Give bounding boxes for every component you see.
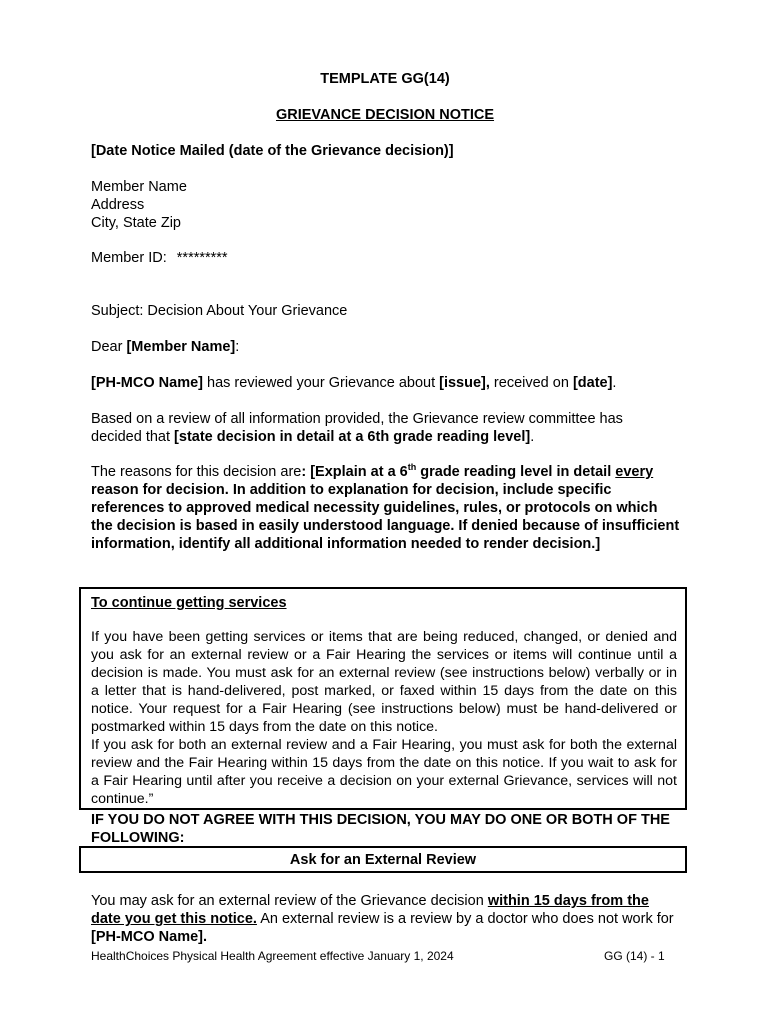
decision-paragraph: Based on a review of all information provided, the Grievance review committee has decided that [state decision in detail at a 6th grade reading level]. <box>91 411 623 445</box>
reasons-paragraph: The reasons for this decision are: [Explain at a 6th grade reading level in detail every reason for decision. In addition to explanation for decision, include specific references to approved medical necessity guidelines, rules, or protocols on which the decision is based in easily understood language. If denied because of insufficient information, identify all additional information needed to render decision.] <box>91 462 680 552</box>
external-review-box: Ask for an External Review <box>79 846 687 873</box>
greeting: Dear [Member Name]: <box>91 339 240 355</box>
city-line: City, State Zip <box>91 215 181 231</box>
continue-services-para-2: If you ask for both an external review and a Fair Hearing, you must ask for both the external review and the Fair Hearing within 15 days from the date on this notice. If you wait to ask for a Fair Hearing until after you receive a decision on your external Grievance, services will not continue.” <box>91 737 677 807</box>
external-review-paragraph: You may ask for an external review of the Grievance decision within 15 days from the date you get this notice. An external review is a review by a doctor who does not work for [PH-MCO Name]. <box>91 893 674 945</box>
page-number: GG (14) - 1 <box>604 949 665 963</box>
footer-left: HealthChoices Physical Health Agreement effective January 1, 2024 <box>91 949 454 963</box>
continue-services-heading: To continue getting services <box>91 595 287 611</box>
member-address-block <box>91 178 683 232</box>
subject-line: Subject: Decision About Your Grievance <box>91 303 348 319</box>
address-line: Address <box>91 197 145 213</box>
disagree-heading: IF YOU DO NOT AGREE WITH THIS DECISION, YOU MAY DO ONE OR BOTH OF THE FOLLOWING: <box>91 812 670 846</box>
date-line: [Date Notice Mailed (date of the Grievance decision)] <box>91 143 454 159</box>
document-title: GRIEVANCE DECISION NOTICE <box>275 107 495 123</box>
member-name-line: Member Name <box>91 179 187 195</box>
member-id-line: Member ID: ********* <box>91 250 228 266</box>
continue-services-para-1: If you have been getting services or items that are being reduced, changed, or denied and you ask for an external review or a Fair Hearing the services or items will continue until a decision is made. You must ask for an external review (see instructions below) verbally or in a letter that is hand-delivered, post marked, or faxed within 15 days from the date on this notice. Your request for a Fair Hearing (see instructions below) must be hand-delivered or postmarked within 15 days from the date on this notice. <box>91 629 677 735</box>
reviewed-paragraph: [PH-MCO Name] has reviewed your Grievance about [issue], received on [date]. <box>91 375 617 391</box>
continue-services-text <box>91 628 677 808</box>
continue-services-box <box>79 587 687 810</box>
template-code: TEMPLATE GG(14) <box>320 71 450 87</box>
